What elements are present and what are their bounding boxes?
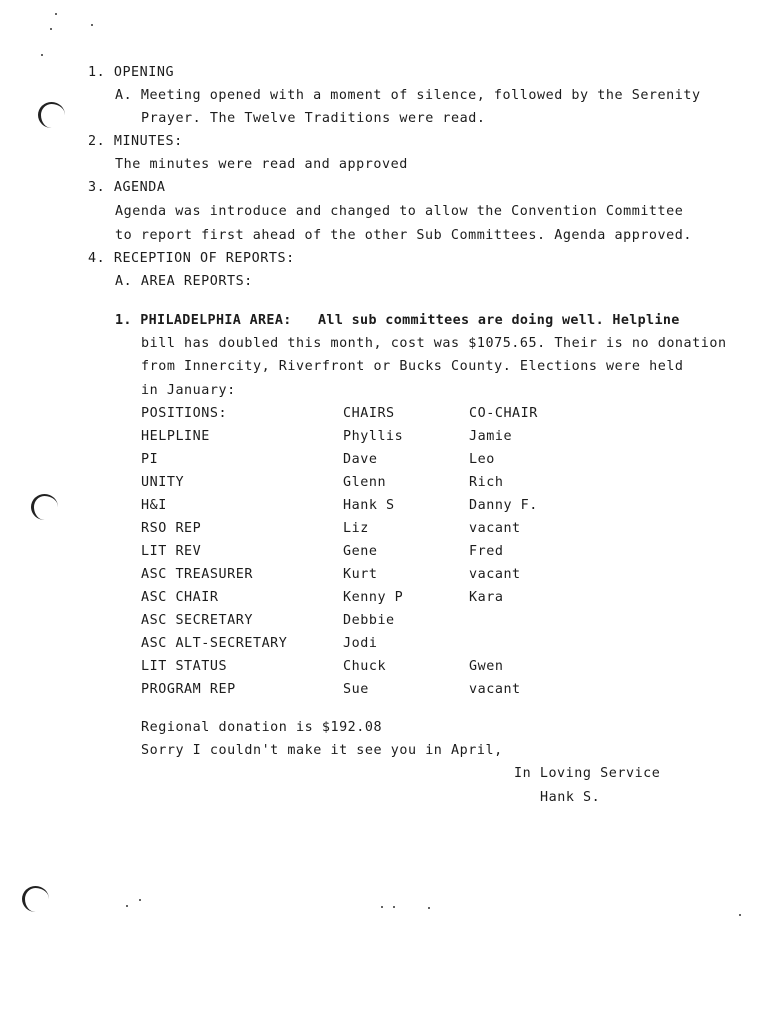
opening-item-a-line2: Prayer. The Twelve Traditions were read.	[141, 111, 486, 126]
table-cell-chair: Phyllis	[343, 429, 404, 444]
table-cell-chair: Chuck	[343, 659, 387, 674]
opening-item-a-line1: A. Meeting opened with a moment of silence, followed by the Serenity	[115, 88, 701, 103]
table-cell-position: PROGRAM REP	[141, 682, 236, 697]
minutes-text: The minutes were read and approved	[115, 157, 408, 172]
punch-hole-top	[38, 102, 65, 128]
opening-heading: 1. OPENING	[88, 65, 175, 80]
agenda-heading: 3. AGENDA	[88, 180, 166, 195]
philadelphia-text-line4: in January:	[141, 383, 236, 398]
table-cell-chair: Dave	[343, 452, 378, 467]
table-header-positions: POSITIONS:	[141, 406, 228, 421]
table-cell-co-chair: vacant	[469, 567, 521, 582]
table-cell-position: UNITY	[141, 475, 185, 490]
philadelphia-text-line2: bill has doubled this month, cost was $1075.65. Their is no donation	[141, 336, 727, 351]
table-cell-chair: Kenny P	[343, 590, 404, 605]
closing-note: Sorry I couldn't make it see you in April,	[141, 743, 503, 758]
table-cell-position: LIT STATUS	[141, 659, 228, 674]
table-cell-position: HELPLINE	[141, 429, 210, 444]
table-cell-co-chair: vacant	[469, 521, 521, 536]
agenda-text-line1: Agenda was introduce and changed to allow the Convention Committee	[115, 204, 684, 219]
scan-speck	[139, 899, 141, 901]
table-cell-co-chair: Rich	[469, 475, 504, 490]
philadelphia-text-line1: All sub committees are doing well. Helpline	[318, 313, 680, 328]
table-cell-chair: Kurt	[343, 567, 378, 582]
scan-speck	[381, 906, 383, 908]
table-header-co-chair: CO-CHAIR	[469, 406, 538, 421]
table-cell-chair: Liz	[343, 521, 369, 536]
signoff: In Loving Service	[514, 766, 661, 781]
scan-speck	[55, 13, 57, 15]
table-cell-co-chair: Jamie	[469, 429, 513, 444]
table-cell-chair: Hank S	[343, 498, 395, 513]
table-cell-chair: Debbie	[343, 613, 395, 628]
scan-speck	[428, 907, 430, 909]
minutes-heading: 2. MINUTES:	[88, 134, 183, 149]
scan-speck	[91, 24, 93, 26]
table-cell-position: H&I	[141, 498, 167, 513]
table-cell-co-chair: vacant	[469, 682, 521, 697]
table-cell-position: ASC ALT-SECRETARY	[141, 636, 288, 651]
regional-donation: Regional donation is $192.08	[141, 720, 383, 735]
table-cell-position: ASC CHAIR	[141, 590, 219, 605]
table-cell-co-chair: Danny F.	[469, 498, 538, 513]
philadelphia-text-line3: from Innercity, Riverfront or Bucks County. Elections were held	[141, 359, 684, 374]
table-cell-position: LIT REV	[141, 544, 202, 559]
table-cell-chair: Jodi	[343, 636, 378, 651]
table-cell-position: PI	[141, 452, 159, 467]
scan-speck	[50, 28, 52, 30]
table-cell-chair: Gene	[343, 544, 378, 559]
table-cell-position: ASC TREASURER	[141, 567, 253, 582]
scan-speck	[739, 914, 741, 916]
agenda-text-line2: to report first ahead of the other Sub Committees. Agenda approved.	[115, 228, 692, 243]
table-header-chairs: CHAIRS	[343, 406, 395, 421]
table-cell-chair: Glenn	[343, 475, 387, 490]
table-cell-co-chair: Kara	[469, 590, 504, 605]
table-cell-co-chair: Gwen	[469, 659, 504, 674]
scan-speck	[393, 906, 395, 908]
punch-hole-bottom	[22, 886, 49, 912]
table-cell-co-chair: Fred	[469, 544, 504, 559]
reports-heading: 4. RECEPTION OF REPORTS:	[88, 251, 295, 266]
scan-speck	[41, 54, 43, 56]
table-cell-chair: Sue	[343, 682, 369, 697]
philadelphia-heading: 1. PHILADELPHIA AREA:	[115, 313, 292, 328]
area-reports-subheading: A. AREA REPORTS:	[115, 274, 253, 289]
signature: Hank S.	[540, 790, 601, 805]
scan-speck	[126, 905, 128, 907]
punch-hole-middle	[31, 494, 58, 520]
table-cell-position: RSO REP	[141, 521, 202, 536]
table-cell-co-chair: Leo	[469, 452, 495, 467]
table-cell-position: ASC SECRETARY	[141, 613, 253, 628]
